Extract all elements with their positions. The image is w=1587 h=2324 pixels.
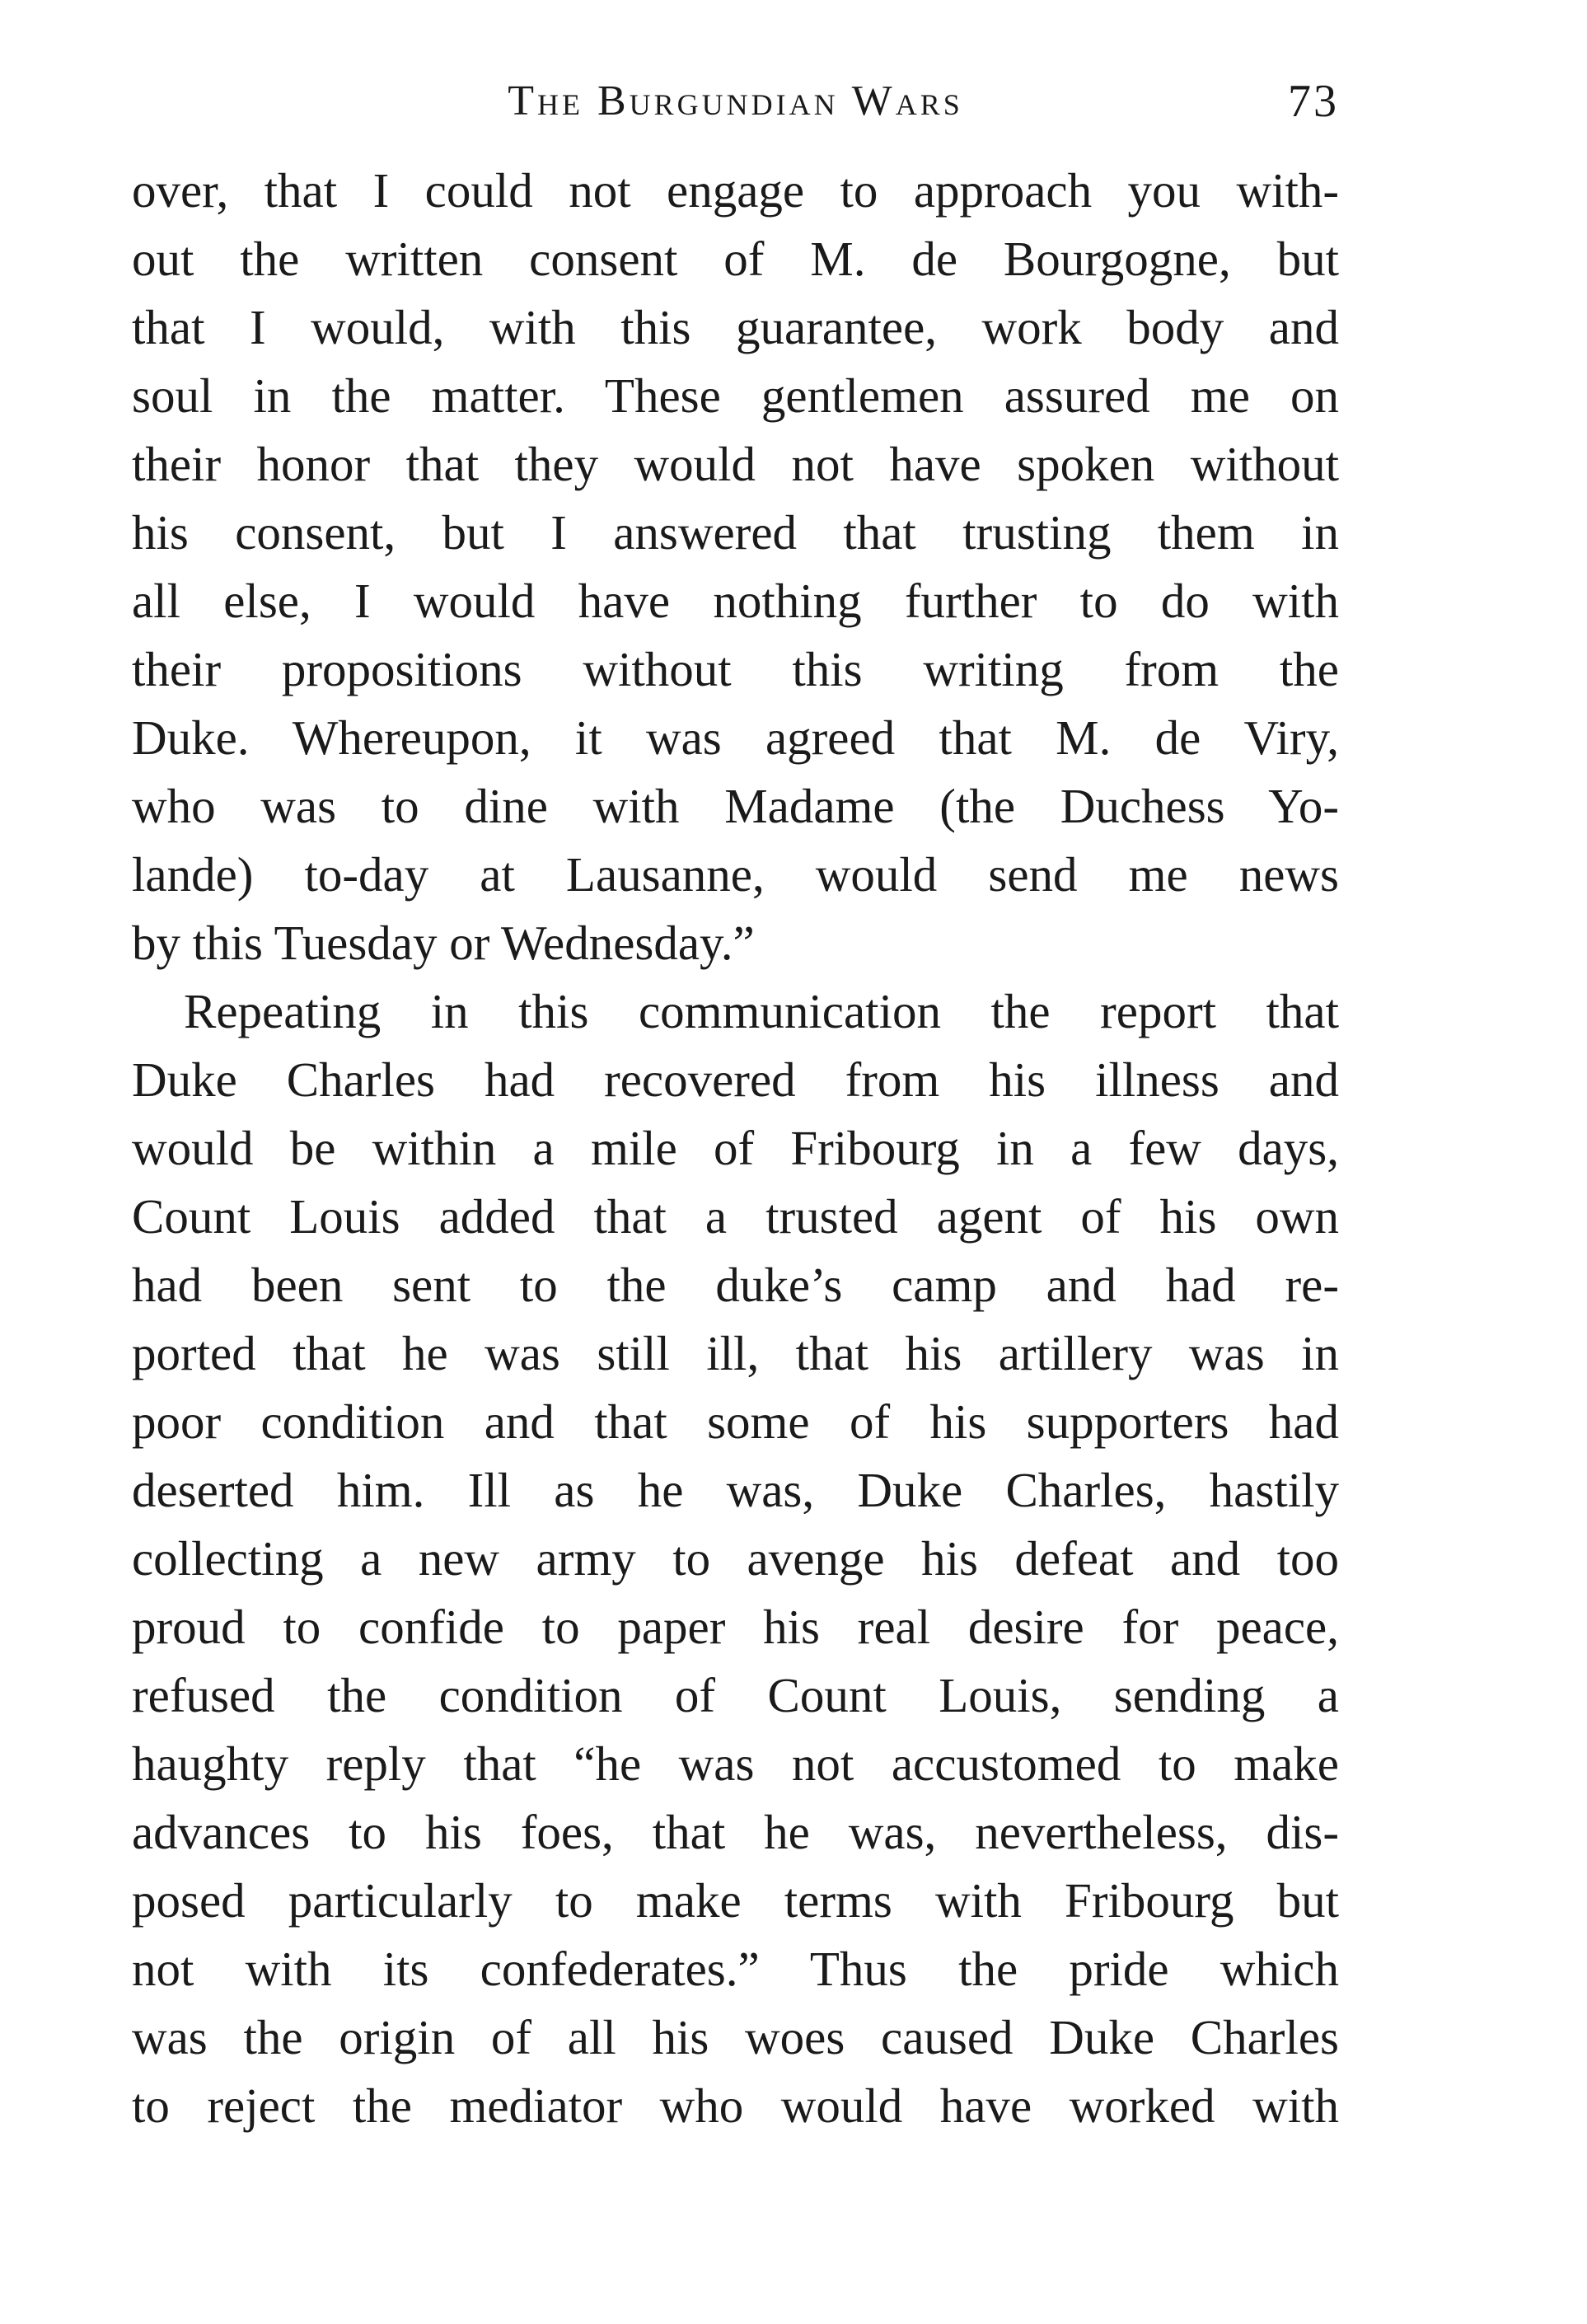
- text-line: soul in the matter. These gentlemen assured me on: [132, 368, 1339, 423]
- text-line: Duke Charles had recovered from his illness and: [132, 1052, 1339, 1107]
- running-head: [132, 73, 1339, 130]
- text-line: their propositions without this writing from the: [132, 642, 1339, 696]
- text-line: Duke. Whereupon, it was agreed that M. de Viry,: [132, 710, 1339, 765]
- text-line: their honor that they would not have spoken without: [132, 437, 1339, 491]
- text-line: haughty reply that “he was not accustomed to make: [132, 1736, 1339, 1791]
- text-line: his consent, but I answered that trusting them in: [132, 505, 1339, 560]
- text-line: by this Tuesday or Wednesday.”: [132, 916, 755, 970]
- text-line: not with its confederates.” Thus the pride which: [132, 1942, 1339, 1996]
- text-line: poor condition and that some of his supporters had: [132, 1394, 1339, 1449]
- text-line: collecting a new army to avenge his defeat and too: [132, 1531, 1339, 1586]
- page-number: 73: [1288, 76, 1339, 127]
- body-text: [132, 157, 1339, 2140]
- text-line: all else, I would have nothing further to do with: [132, 574, 1339, 628]
- text-line: refused the condition of Count Louis, sending a: [132, 1668, 1339, 1722]
- text-line: lande) to-day at Lausanne, would send me news: [132, 847, 1339, 902]
- text-line: over, that I could not engage to approach you with-: [132, 163, 1339, 218]
- text-line: would be within a mile of Fribourg in a few days,: [132, 1121, 1339, 1175]
- text-line: that I would, with this guarantee, work body and: [132, 300, 1339, 354]
- text-line: posed particularly to make terms with Fribourg but: [132, 1873, 1339, 1928]
- text-line: ported that he was still ill, that his artillery was in: [132, 1326, 1339, 1380]
- text-line: deserted him. Ill as he was, Duke Charles, hastily: [132, 1463, 1339, 1517]
- running-title: The Burgundian Wars: [508, 77, 963, 124]
- text-line: proud to confide to paper his real desire for peace,: [132, 1600, 1339, 1654]
- text-line: advances to his foes, that he was, nevertheless, dis-: [132, 1805, 1339, 1859]
- text-line: had been sent to the duke’s camp and had re-: [132, 1258, 1339, 1312]
- text-line: out the written consent of M. de Bourgogne, but: [132, 232, 1339, 286]
- text-line: Repeating in this communication the report that: [184, 984, 1339, 1038]
- text-line: who was to dine with Madame (the Duchess Yo-: [132, 779, 1339, 833]
- text-line: Count Louis added that a trusted agent of his own: [132, 1189, 1339, 1244]
- text-line: was the origin of all his woes caused Duke Charles: [132, 2010, 1339, 2064]
- text-line: to reject the mediator who would have worked with: [132, 2078, 1339, 2133]
